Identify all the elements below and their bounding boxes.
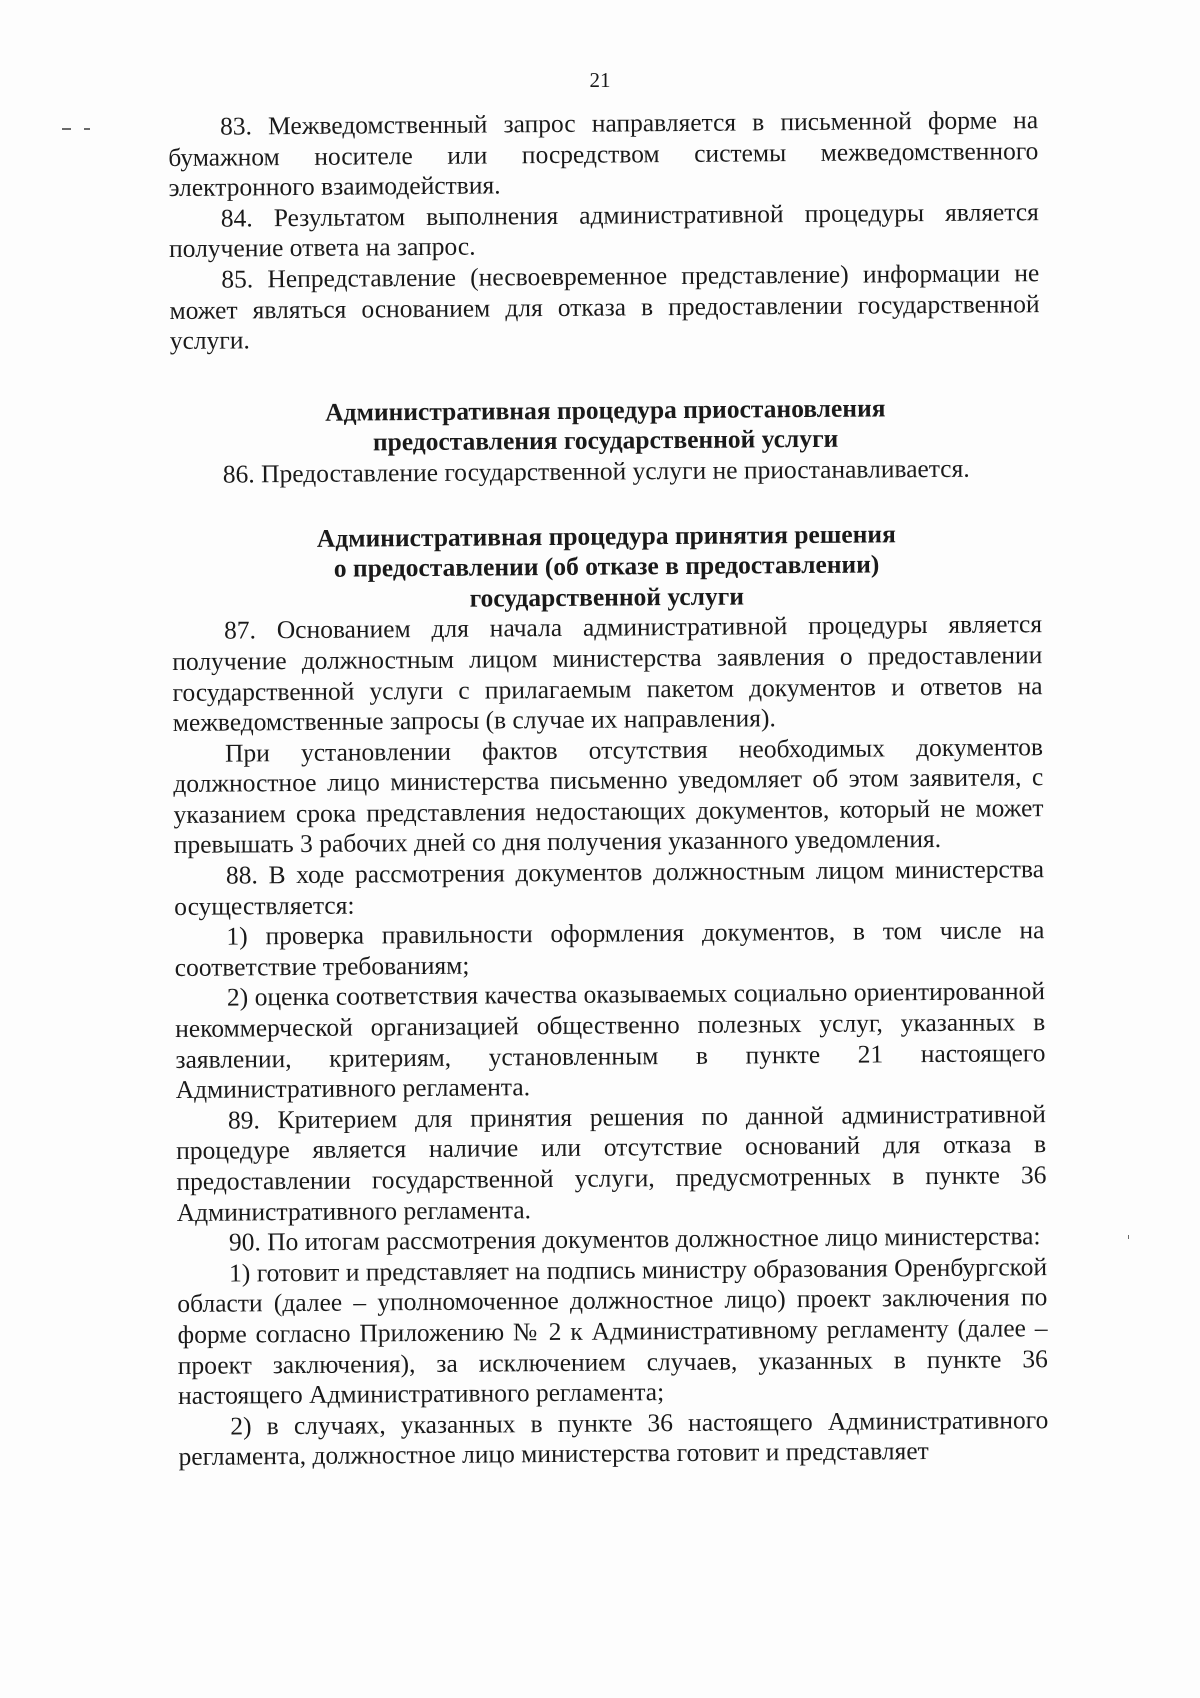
- paragraph-84: 84. Результатом выполнения административной процедуры является получение ответа на запрос.: [168, 196, 1039, 264]
- paragraph-88-item-1: 1) проверка правильности оформления документов, в том числе на соответствие требованиям;: [174, 915, 1045, 982]
- scan-artifact-mark: [62, 128, 71, 130]
- section-heading-suspension: [170, 392, 1040, 460]
- scan-artifact-mark: [1128, 1235, 1129, 1239]
- paragraph-83: 83. Межведомственный запрос направляется в письменной форме на бумажном носителе или посредством системы межведомственного электронного взаимодействия.: [168, 105, 1039, 203]
- heading-line: государственной услуги: [469, 581, 745, 613]
- paragraph-90: 90. По итогам рассмотрения документов должностное лицо министерства:: [228, 1221, 1041, 1257]
- paragraph-88-item-2: 2) оценка соответствия качества оказываемых социально ориентированной некоммерческой организацией общественно полезных услуг, указанных в заявлении, критериям, установленным в пункте 21 настоящего Административного регламента.: [175, 976, 1046, 1105]
- document-body: [168, 105, 1049, 1473]
- scan-artifact-mark: [84, 128, 90, 130]
- paragraph-87: 87. Основанием для начала административной процедуры является получение должностным лицом министерства заявления о предоставлении государственной услуги с прилагаемым пакетом документов и ответов на межведомственные запросы (в случае их направления).: [172, 609, 1043, 738]
- heading-line: о предоставлении (об отказе в предоставлении): [333, 549, 880, 583]
- heading-line: Административная процедура приостановления: [325, 393, 886, 427]
- paragraph-90-item-1: 1) готовит и представляет на подпись министру образования Оренбургской области (далее – уполномоченное должностное лицо) проект заключения по форме согласно Приложению № 2 к Административному регламенту (далее – проект заключения), за исключением случаев, указанных в пункте 36 настоящего Административного регламента;: [177, 1251, 1048, 1411]
- paragraph-90-item-2: 2) в случаях, указанных в пункте 36 настоящего Административного регламента, должностное лицо министерства готовит и представляет: [178, 1404, 1049, 1472]
- paragraph-88: 88. В ходе рассмотрения документов должностным лицом министерства осуществляется:: [174, 854, 1045, 921]
- paragraph-89: 89. Критерием для принятия решения по данной административной процедуре является наличие или отсутствие оснований для отказа в предоставлении государственной услуги, предусмотренных в пункте 36 Административного регламента.: [176, 1098, 1047, 1227]
- paragraph-85: 85. Непредставление (несвоевременное представление) информации не может являться основанием для отказа в предоставлении государственной услуги.: [169, 258, 1040, 356]
- page-number: 21: [589, 68, 611, 92]
- heading-line: предоставления государственной услуги: [372, 424, 839, 457]
- paragraph-87-continued: При установлении фактов отсутствия необходимых документов должностное лицо министерства письменно уведомляет об этом заявителя, с указанием срока представления недостающих документов, который не может превышать 3 рабочих дней со дня получения указанного уведомления.: [173, 731, 1044, 860]
- heading-line: Административная процедура принятия решения: [316, 518, 896, 553]
- paragraph-86: 86. Предоставление государственной услуги не приостанавливается.: [222, 453, 970, 489]
- section-heading-decision: [171, 518, 1042, 617]
